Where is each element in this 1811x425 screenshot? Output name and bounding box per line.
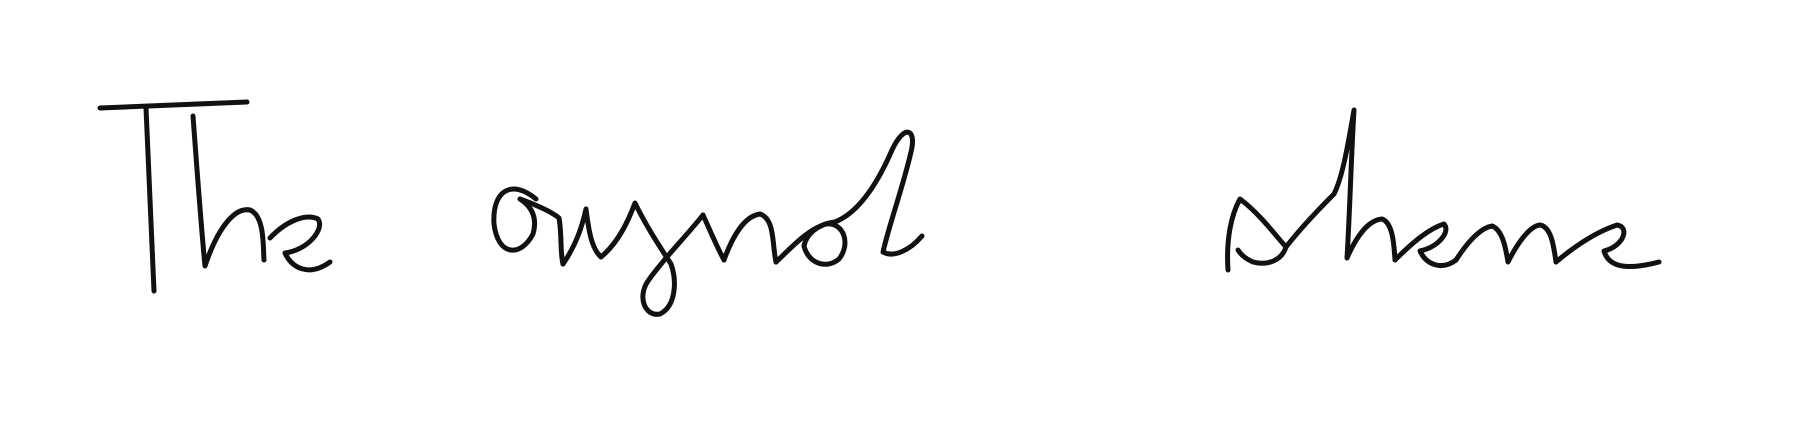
letter-i2-stroke: [703, 215, 724, 260]
letter-i-stroke: [563, 209, 601, 264]
letter-h2-stroke: [1286, 110, 1395, 260]
letter-t-stem: [146, 108, 154, 291]
letter-t-top-stroke: [100, 102, 247, 108]
letter-a-stroke: [776, 222, 845, 264]
letter-n-stroke: [724, 214, 776, 262]
letter-s-stroke: [1228, 199, 1286, 270]
letter-e-stroke: [270, 217, 330, 270]
letter-l-stroke: [835, 132, 922, 254]
handwritten-word-the: [100, 102, 330, 291]
letter-e3-stroke: [1556, 225, 1659, 267]
letter-m-stroke: [1456, 225, 1556, 262]
letter-e2-stroke: [1395, 224, 1456, 266]
handwritten-word-original: [494, 132, 922, 314]
handwritten-word-sheme: [1228, 110, 1659, 270]
letter-r-stroke: [520, 199, 563, 264]
letter-h-stroke: [193, 116, 264, 266]
letter-o-stroke: [494, 189, 536, 250]
letter-g-stroke: [601, 203, 703, 314]
